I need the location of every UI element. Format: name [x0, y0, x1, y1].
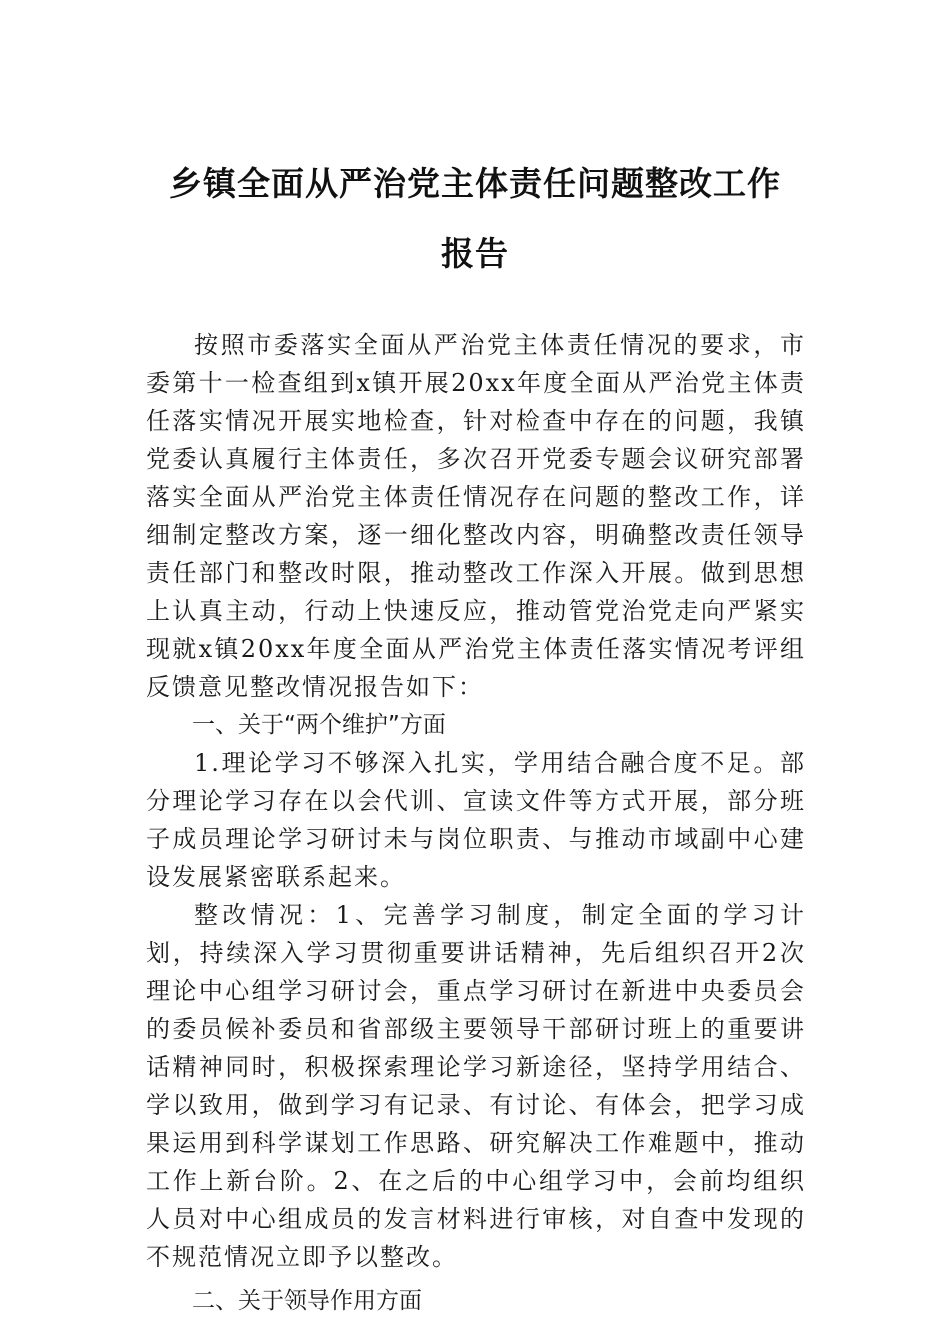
document-title-line-1: 乡镇全面从严治党主体责任问题整改工作 [169, 164, 781, 203]
document-title-line-2: 报告 [441, 234, 509, 273]
section-heading-2: 二、关于领导作用方面 [192, 1288, 422, 1314]
intro-paragraph: 按照市委落实全面从严治党主体责任情况的要求，市委第十一检查组到x镇开展20xx年度全面从严治党主体责任落实情况开展实地检查，针对检查中存在的问题，我镇党委认真履行主体责任，多次召开党委专题会议研究部署落实全面从严治党主体责任情况存在问题的整改工作，详细制定整改方案，逐一细化整改内容，明确整改责任领导责任部门和整改时限，推动整改工作深入开展。做到思想上认真主动，行动上快速反应，推动管党治党走向严紧实现就x镇20xx年度全面从严治党主体责任落实情况考评组反馈意见整改情况报告如下： [146, 331, 806, 701]
document-body [146, 326, 806, 1320]
problem-paragraph-1: 1.理论学习不够深入扎实，学用结合融合度不足。部分理论学习存在以会代训、宣读文件等方式开展，部分班子成员理论学习研讨未与岗位职责、与推动市域副中心建设发展紧密联系起来。 [146, 749, 806, 891]
section-heading-1: 一、关于“两个维护”方面 [192, 712, 446, 738]
rectification-paragraph-1: 整改情况：1、完善学习制度，制定全面的学习计划，持续深入学习贯彻重要讲话精神，先后组织召开2次理论中心组学习研讨会，重点学习研讨在新进中央委员会的委员候补委员和省部级主要领导干部研讨班上的重要讲话精神同时，积极探索理论学习新途径，坚持学用结合、学以致用，做到学习有记录、有讨论、有体会，把学习成果运用到科学谋划工作思路、研究解决工作难题中，推动工作上新台阶。2、在之后的中心组学习中，会前均组织人员对中心组成员的发言材料进行审核，对自查中发现的不规范情况立即予以整改。 [146, 901, 806, 1271]
